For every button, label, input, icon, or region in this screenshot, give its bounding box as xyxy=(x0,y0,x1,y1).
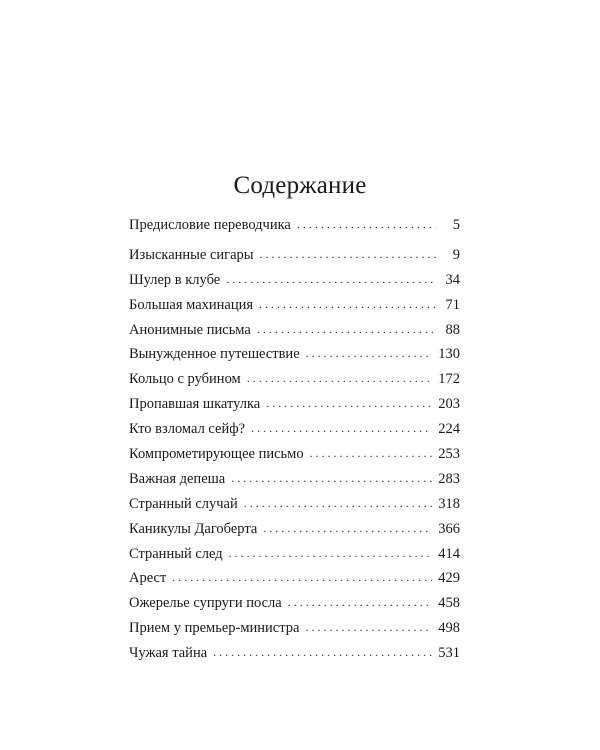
dot-leader xyxy=(259,292,436,317)
toc-entry-page: 283 xyxy=(438,470,460,487)
toc-entry-page: 253 xyxy=(438,446,460,463)
toc-entry-page: 414 xyxy=(438,545,460,562)
toc-entry[interactable] xyxy=(129,367,460,392)
toc-entry[interactable] xyxy=(129,517,460,542)
toc-entry[interactable] xyxy=(129,467,460,492)
toc-entry-page: 498 xyxy=(438,620,460,637)
toc-entry[interactable] xyxy=(129,268,460,293)
toc-entry-title: Кольцо с рубином xyxy=(129,371,241,388)
dot-leader xyxy=(172,565,432,590)
toc-entry-page: 203 xyxy=(438,396,460,413)
toc-entry-title: Шулер в клубе xyxy=(129,271,221,288)
toc-entry-title: Изысканные сигары xyxy=(129,246,254,263)
toc-entry[interactable] xyxy=(129,293,460,318)
toc-entry[interactable] xyxy=(129,342,460,367)
dot-leader xyxy=(229,541,433,566)
dot-leader xyxy=(247,366,433,391)
dot-leader xyxy=(288,590,433,615)
toc-entry-title: Арест xyxy=(129,570,167,587)
toc-entry-title: Анонимные письма xyxy=(129,321,251,338)
toc-entry[interactable] xyxy=(129,492,460,517)
toc-entry-title: Прием у премьер-министра xyxy=(129,620,300,637)
toc-entry[interactable] xyxy=(129,442,460,467)
dot-leader xyxy=(306,341,433,366)
toc-entry[interactable] xyxy=(129,591,460,616)
toc-entry-page: 366 xyxy=(438,520,460,537)
toc-entry-title: Вынужденное путешествие xyxy=(129,346,300,363)
dot-leader xyxy=(257,317,436,342)
dot-leader xyxy=(297,212,436,237)
toc-entry-page: 88 xyxy=(445,321,460,338)
toc-entry-page: 172 xyxy=(438,371,460,388)
toc-entry-title: Кто взломал сейф? xyxy=(129,421,246,438)
toc-entry-page: 318 xyxy=(438,495,460,512)
toc-entry[interactable] xyxy=(129,542,460,567)
toc-entry-title: Странный след xyxy=(129,545,223,562)
toc-entry[interactable] xyxy=(129,566,460,591)
toc-list xyxy=(129,213,460,666)
toc-entry-title: Компрометирующее письмо xyxy=(129,446,304,463)
dot-leader xyxy=(305,615,432,640)
toc-entry-title: Ожерелье супруги посла xyxy=(129,595,282,612)
toc-entry-page: 5 xyxy=(452,217,460,233)
toc-entry[interactable] xyxy=(129,318,460,343)
page-title: Содержание xyxy=(233,172,367,199)
toc-entry-page: 9 xyxy=(452,246,460,263)
toc-entry[interactable] xyxy=(129,213,460,238)
toc-entry-title: Важная депеша xyxy=(129,470,226,487)
toc-entry-title: Пропавшая шкатулка xyxy=(129,396,261,413)
toc-entry-title: Предисловие переводчика xyxy=(129,217,291,233)
toc-entry-title: Чужая тайна xyxy=(129,645,208,662)
toc-entry-title: Странный случай xyxy=(129,495,238,512)
dot-leader xyxy=(244,491,433,516)
toc-entry-page: 34 xyxy=(445,271,460,288)
toc-entry-title: Каникулы Дагоберта xyxy=(129,520,258,537)
dot-leader xyxy=(260,242,436,267)
toc-entry-title: Большая махинация xyxy=(129,296,254,313)
dot-leader xyxy=(263,516,432,541)
toc-entry[interactable] xyxy=(129,641,460,666)
dot-leader xyxy=(213,640,432,665)
toc-entry-page: 224 xyxy=(438,421,460,438)
dot-leader xyxy=(231,466,432,491)
dot-leader xyxy=(226,267,436,292)
dot-leader xyxy=(310,441,433,466)
toc-entry[interactable] xyxy=(129,243,460,268)
toc-entry-page: 458 xyxy=(438,595,460,612)
dot-leader xyxy=(251,416,432,441)
dot-leader xyxy=(266,391,432,416)
toc-entry-page: 531 xyxy=(438,645,460,662)
toc-entry[interactable] xyxy=(129,392,460,417)
toc-entry[interactable] xyxy=(129,616,460,641)
toc-entry[interactable] xyxy=(129,417,460,442)
toc-entry-page: 71 xyxy=(445,296,460,313)
toc-entry-page: 429 xyxy=(438,570,460,587)
toc-entry-page: 130 xyxy=(438,346,460,363)
